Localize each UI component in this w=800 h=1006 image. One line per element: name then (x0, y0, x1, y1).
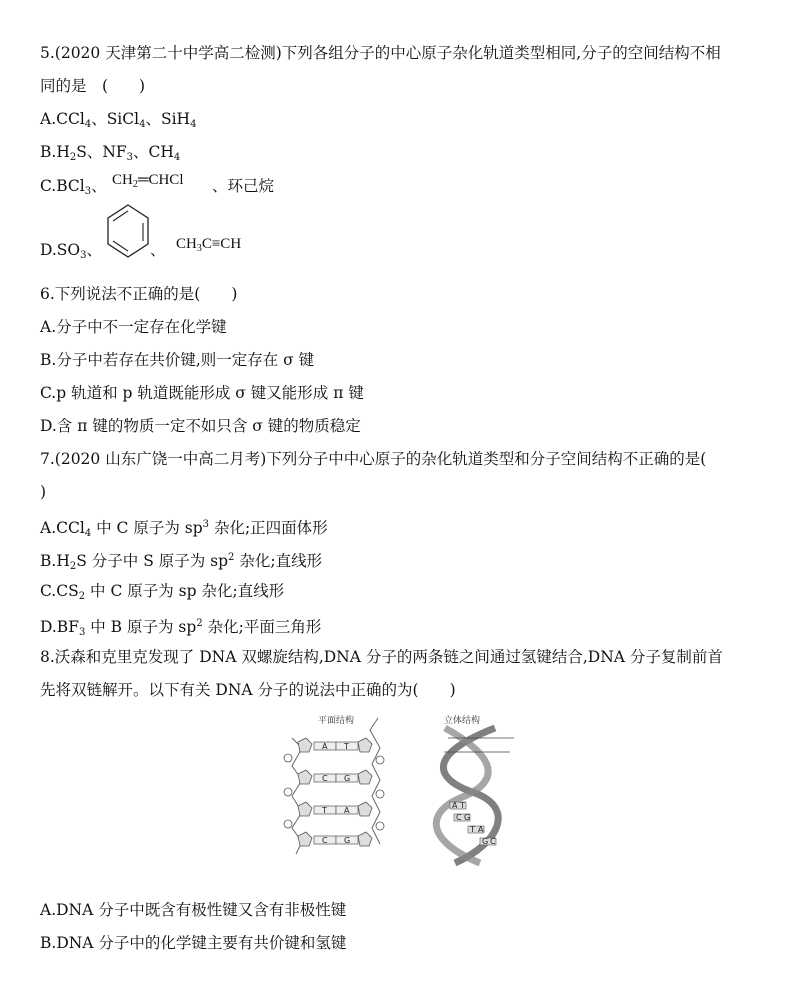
planar-base: C (322, 774, 328, 783)
q8-option-a: A.DNA 分子中既含有极性键又含有非极性键 (40, 901, 347, 919)
helix-base: G (482, 837, 489, 846)
planar-structure-title: 平面结构 (318, 716, 355, 726)
q7-option-a: A.CCl$_4$ 中 C 原子为 $sp^3$ 杂化;正四面体形 (40, 519, 328, 539)
dna-structure-figure (280, 708, 530, 868)
planar-base: T (344, 742, 349, 751)
planar-base: A (322, 742, 328, 751)
q7-stem-line-2: ) (40, 483, 47, 501)
q6-option-c: C.p 轨道和 p 轨道既能形成 σ 键又能形成 π 键 (40, 384, 364, 402)
q7-option-c: $C.CS_2$ 中 C 原子为 sp 杂化;直线形 (40, 582, 285, 602)
helix-base: T (470, 825, 475, 834)
q5-stem-line-2: 同的是 ( ) (40, 77, 146, 95)
planar-base: G (344, 774, 351, 783)
helix-base: C (490, 837, 496, 846)
planar-base: A (344, 806, 350, 815)
planar-base: T (322, 806, 327, 815)
q6-option-a: A.分子中不一定存在化学键 (40, 318, 227, 336)
q7-option-b: $B.H_2S$ 分子中 S 原子为 $sp^2$ 杂化;直线形 (40, 552, 323, 572)
q7-source: 山东广饶一中高二月考 (105, 450, 261, 468)
q8-stem-line-2: 先将双链解开。以下有关 DNA 分子的说法中正确的为( ) (40, 681, 456, 699)
planar-base: G (344, 836, 351, 845)
q6-stem: 6.下列说法不正确的是( ) (40, 285, 238, 303)
helix-base: A (478, 825, 484, 834)
helix-structure-title: 立体结构 (444, 716, 481, 726)
q6-option-d: D.含 π 键的物质一定不如只含 σ 键的物质稳定 (40, 417, 361, 435)
q5-option-d: $D.SO_3$、 (40, 241, 103, 261)
propyne-formula: $CH_3C\equiv CH$ (176, 236, 242, 254)
dna-3d-helix (436, 714, 514, 863)
q5-stem-line-1: 5.(2020 天津第二十中学高二检测)下列各组分子的中心原子杂化轨道类型相同,分子的空间结构不相 (40, 44, 721, 62)
q5-option-a: A.CCl$_4$、SiCl$_4$、SiH$_4$ (40, 110, 197, 130)
q8-option-b: B.DNA 分子中的化学键主要有共价键和氢键 (40, 934, 347, 952)
q7-stem-line-1: 7.(2020 山东广饶一中高二月考)下列分子中中心原子的杂化轨道类型和分子空间结构不正确的是( (40, 450, 707, 468)
chloroethylene-formula: $CH_2═CHCl$ (112, 172, 184, 190)
helix-base: G (464, 813, 471, 822)
q5-source: 天津第二十中学高二检测 (105, 44, 276, 62)
q5-option-c-tail: 、环己烷 (212, 177, 275, 195)
q6-option-b: B.分子中若存在共价键,则一定存在 σ 键 (40, 351, 315, 369)
q5-option-d-sep: 、 (150, 241, 166, 259)
helix-base: T (460, 801, 465, 810)
dna-planar-structure (284, 714, 384, 854)
q8-stem-line-1: 8.沃森和克里克发现了 DNA 双螺旋结构,DNA 分子的两条链之间通过氢键结合,DNA 分子复制前首 (40, 648, 723, 666)
q5-option-b: $B.H_2S$、$NF_3$、$CH_4$ (40, 143, 181, 163)
q7-option-d: $D.BF_3$ 中 B 原子为 $sp^2$ 杂化;平面三角形 (40, 618, 322, 638)
helix-base: A (452, 801, 458, 810)
q5-option-c: C.BCl$_3$、 (40, 177, 107, 197)
benzene-ring-structure (104, 202, 152, 262)
planar-base: C (322, 836, 328, 845)
helix-base: C (456, 813, 462, 822)
